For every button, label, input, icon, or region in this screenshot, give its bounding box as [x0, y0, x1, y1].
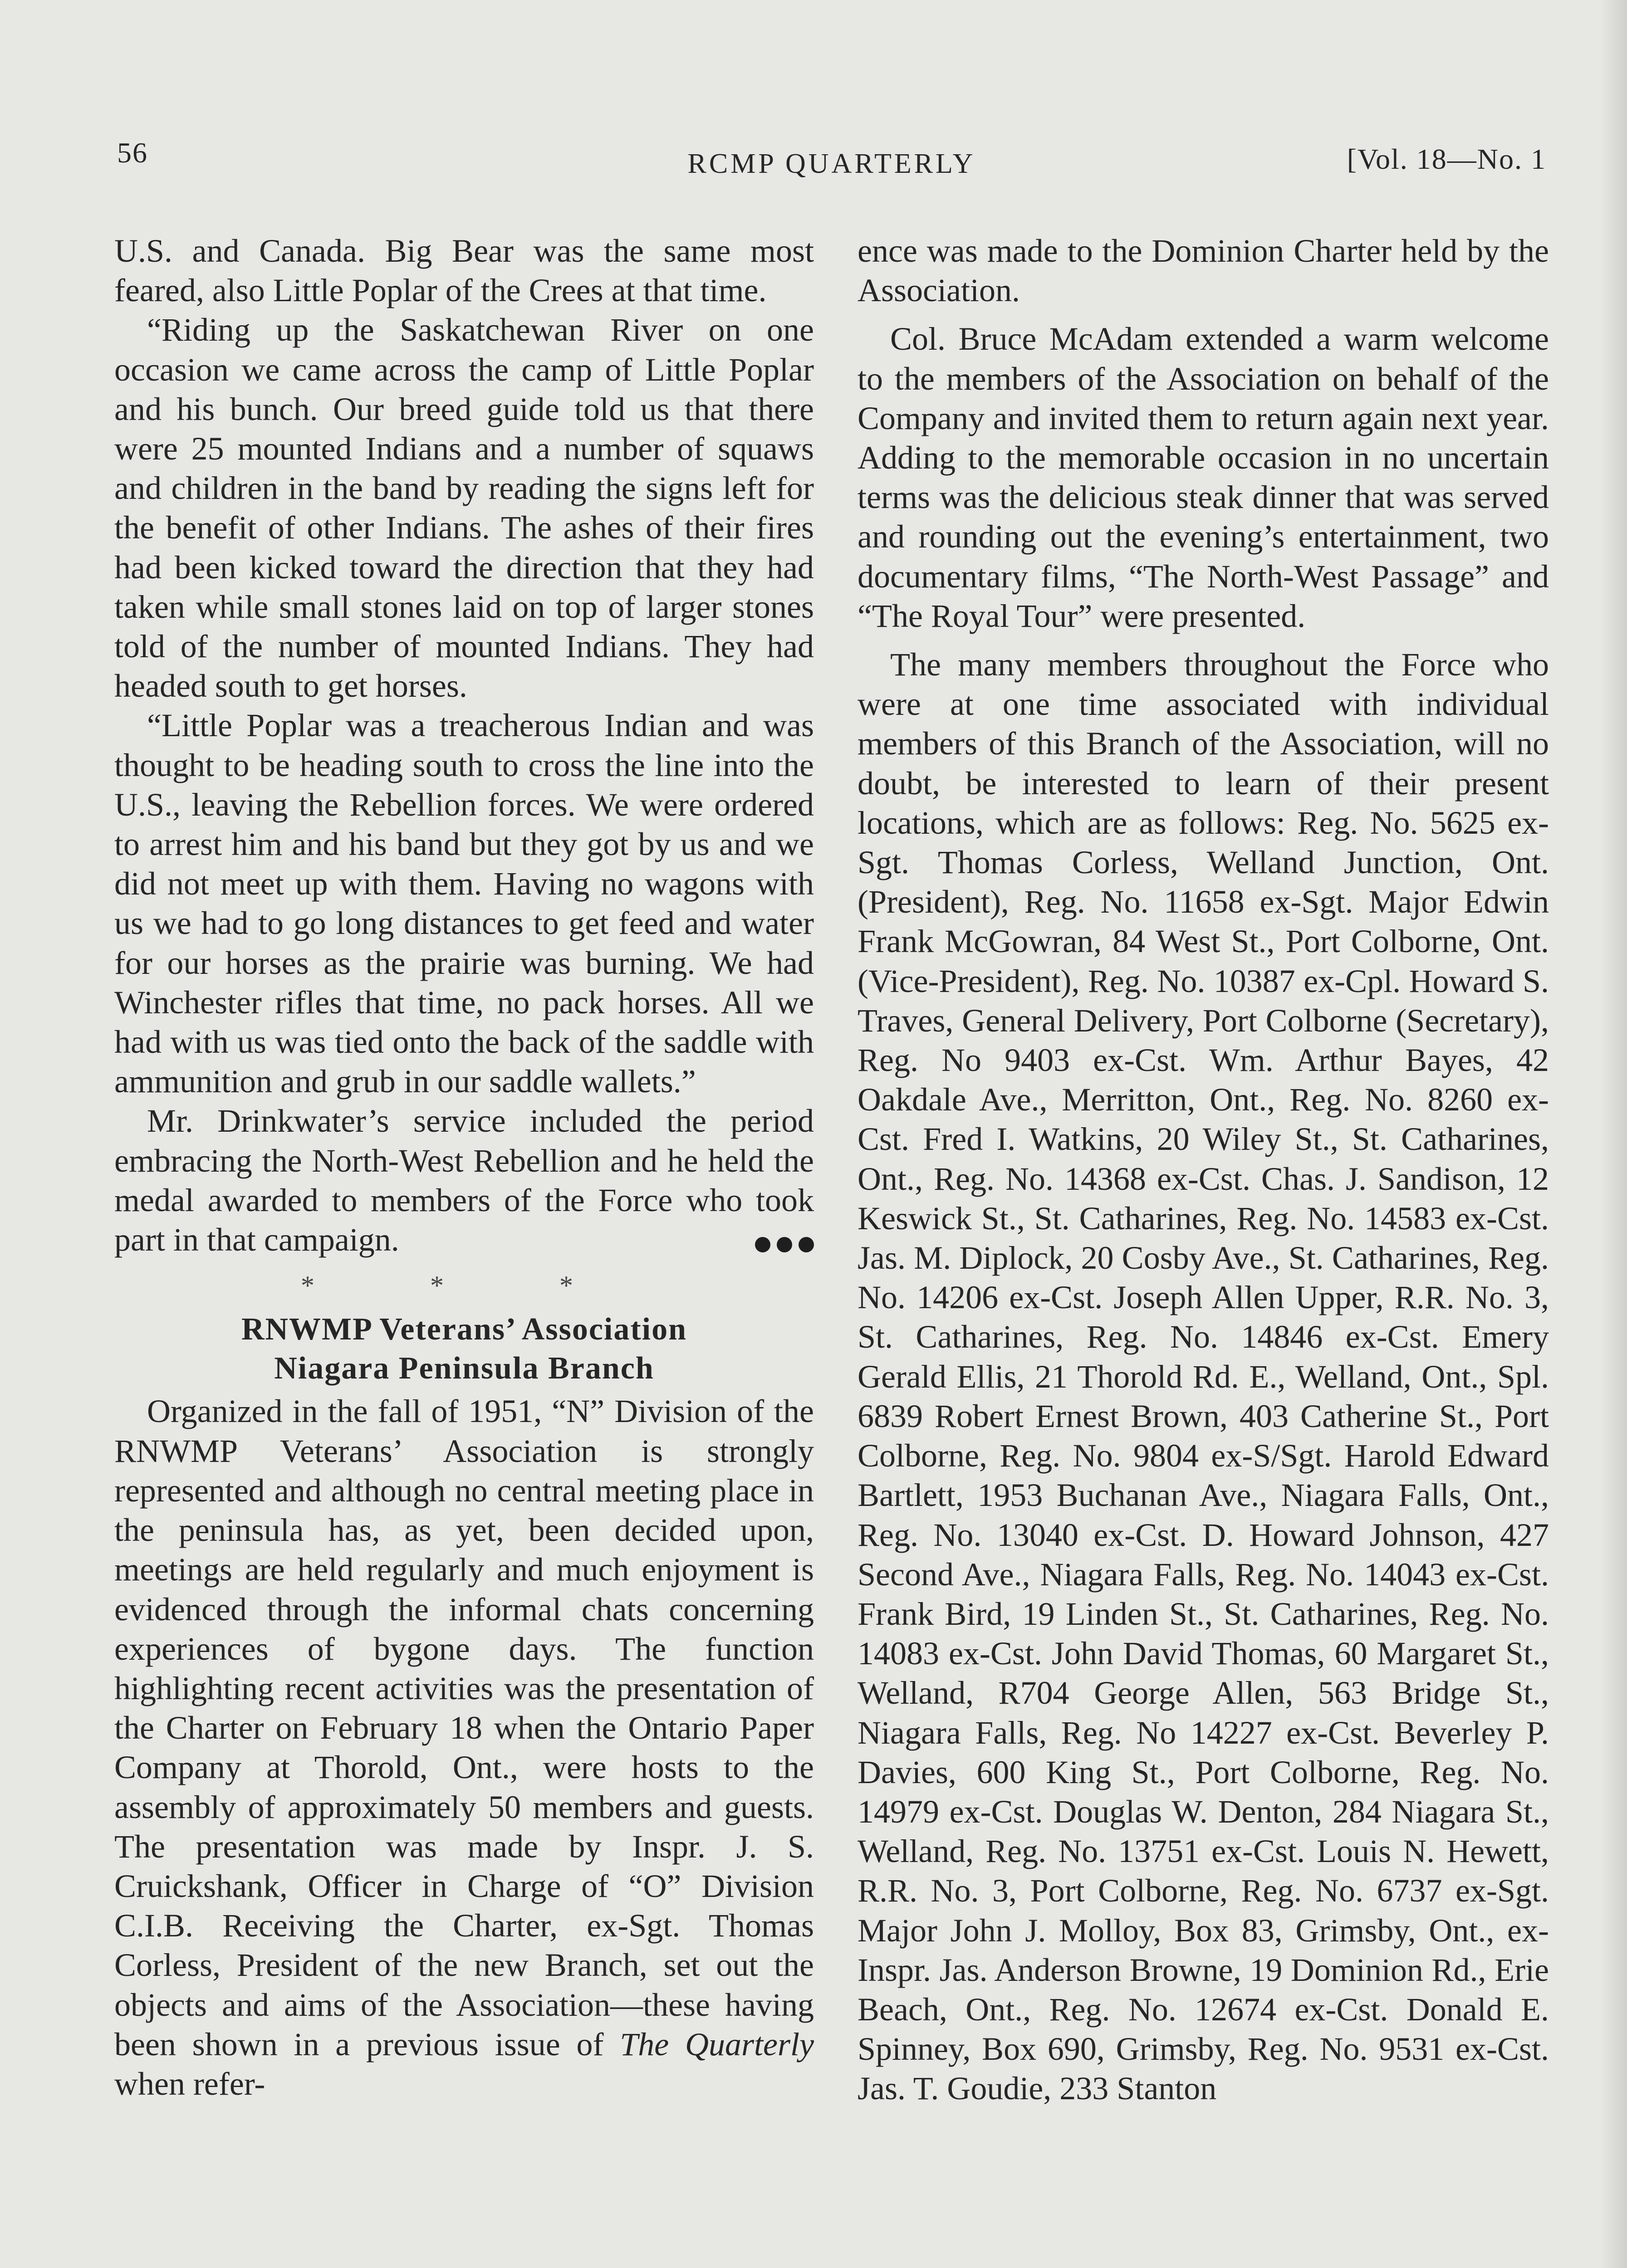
right-column [858, 231, 1549, 2109]
paragraph-text: Organized in the fall of 1951, “N” Division of the RNWMP Veterans’ Association is strongly represented and although no central meeting place in the peninsula has, as yet, been decided upon, meetings are held regularly and much enjoyment is evidenced through the informal chats concerning experiences of bygone days. The function highlighting recent activities was the presentation of the Charter on February 18 when the Ontario Paper Company at Thorold, Ont., were hosts to the assembly of approximately 50 members and guests. The presentation was made by Inspr. J. S. Cruickshank, Officer in Charge of “O” Division C.I.B. Receiving the Charter, ex-Sgt. Thomas Corless, President of the new Branch, set out the objects and aims of the Association—these having been shown in a previous issue of [114, 1393, 814, 2063]
end-dot [799, 1237, 814, 1252]
end-of-article-marks [716, 1223, 814, 1262]
volume-issue: [Vol. 18—No. 1 [1347, 143, 1546, 175]
section-separator: * * * [301, 1271, 627, 1301]
journal-title: RCMP QUARTERLY [687, 148, 976, 179]
paragraph: “Riding up the Saskatchewan River on one occasion we came across the camp of Little Poplar and his bunch. Our breed guide told us that there were 25 mounted Indians and a number of squaws and children in the band by reading the signs left for the benefit of other Indians. The ashes of their fires had been kicked toward the direction that they had taken while small stones laid on top of larger stones told of the number of mounted Indians. They had headed south to get horses. [114, 312, 814, 704]
heading-line: RNWMP Veterans’ Association [241, 1312, 687, 1347]
heading-line: Niagara Peninsula Branch [274, 1351, 654, 1386]
paragraph: The many members throughout the Force who were at one time associated with individual members of this Branch of the Association, will no doubt, be interested to learn of their present locations, which are as follows: Reg. No. 5625 ex-Sgt. Thomas Corless, Welland Junction, Ont. (President), Reg. No. 11658 ex-Sgt. Major Edwin Frank McGowran, 84 West St., Port Colborne, Ont. (Vice-President), Reg. No. 10387 ex-Cpl. Howard S. Traves, General Delivery, Port Colborne (Secretary), Reg. No 9403 ex-Cst. Wm. Arthur Bayes, 42 Oakdale Ave., Merritton, Ont., Reg. No. 8260 ex-Cst. Fred I. Watkins, 20 Wiley St., St. Catharines, Ont., Reg. No. 14368 ex-Cst. Chas. J. Sandison, 12 Keswick St., St. Catharines, Reg. No. 14583 ex-Cst. Jas. M. Diplock, 20 Cosby Ave., St. Catharines, Reg. No. 14206 ex-Cst. Joseph Allen Upper, R.R. No. 3, St. Catharines, Reg. No. 14846 ex-Cst. Emery Gerald Ellis, 21 Thorold Rd. E., Welland, Ont., Spl. 6839 Robert Ernest Brown, 403 Catherine St., Port Colborne, Reg. No. 9804 ex-S/Sgt. Harold Edward Bartlett, 1953 Buchanan Ave., Niagara Falls, Ont., Reg. No. 13040 ex-Cst. D. Howard Johnson, 427 Second Ave., Niagara Falls, Reg. No. 14043 ex-Cst. Frank Bird, 19 Linden St., St. Catharines, Reg. No. 14083 ex-Cst. John David Thomas, 60 Margaret St., Welland, R704 George Allen, 563 Bridge St., Niagara Falls, Reg. No 14227 ex-Cst. Beverley P. Davies, 600 King St., Port Colborne, Reg. No. 14979 ex-Cst. Douglas W. Denton, 284 Niagara St., Welland, Reg. No. 13751 ex-Cst. Louis N. Hewett, R.R. No. 3, Port Colborne, Reg. No. 6737 ex-Sgt. Major John J. Molloy, Box 83, Grimsby, Ont., ex-Inspr. Jas. Anderson Browne, 19 Dominion Rd., Erie Beach, Ont., Reg. No. 12674 ex-Cst. Donald E. Spinney, Box 690, Grimsby, Reg. No. 9531 ex-Cst. Jas. T. Goudie, 233 Stanton [858, 646, 1549, 2107]
paragraph-text: Mr. Drinkwater’s service included the period embracing the North-West Rebellion and he held the medal awarded to members of the Force who took part in that campaign. [114, 1103, 814, 1258]
paragraph-text: when refer- [114, 2065, 265, 2102]
running-header [117, 136, 1546, 177]
paragraph: U.S. and Canada. Big Bear was the same most feared, also Little Poplar of the Crees at that time. [114, 233, 814, 309]
end-dot [755, 1237, 770, 1252]
article-heading [114, 1310, 814, 1388]
paragraph: ence was made to the Dominion Charter held by the Association. [858, 233, 1549, 309]
paragraph [114, 1392, 814, 2104]
left-column [114, 231, 814, 2104]
paragraph-with-end-mark [114, 1101, 814, 1260]
paragraph: “Little Poplar was a treacherous Indian and was thought to be heading south to cross the line into the U.S., leaving the Rebellion forces. We were ordered to arrest him and his band but they got by us and we did not meet up with them. Having no wagons with us we had to go long distances to get feed and water for our horses as the prairie was burning. We had Winchester rifles that time, no pack horses. All we had with us was tied onto the back of the saddle with ammunition and grub in our saddle wallets.” [114, 707, 814, 1100]
publication-title: The Quarterly [620, 2026, 814, 2063]
end-dot [777, 1237, 792, 1252]
page-edge-shadow [1600, 0, 1627, 2268]
page-number: 56 [117, 137, 148, 169]
paragraph: Col. Bruce McAdam extended a warm welcome to the members of the Association on behalf of the Company and invited them to return again next year. Adding to the memorable occasion in no uncertain terms was the delicious steak dinner that was served and rounding out the evening’s entertainment, two documentary films, “The North-West Passage” and “The Royal Tour” were presented. [858, 321, 1549, 634]
